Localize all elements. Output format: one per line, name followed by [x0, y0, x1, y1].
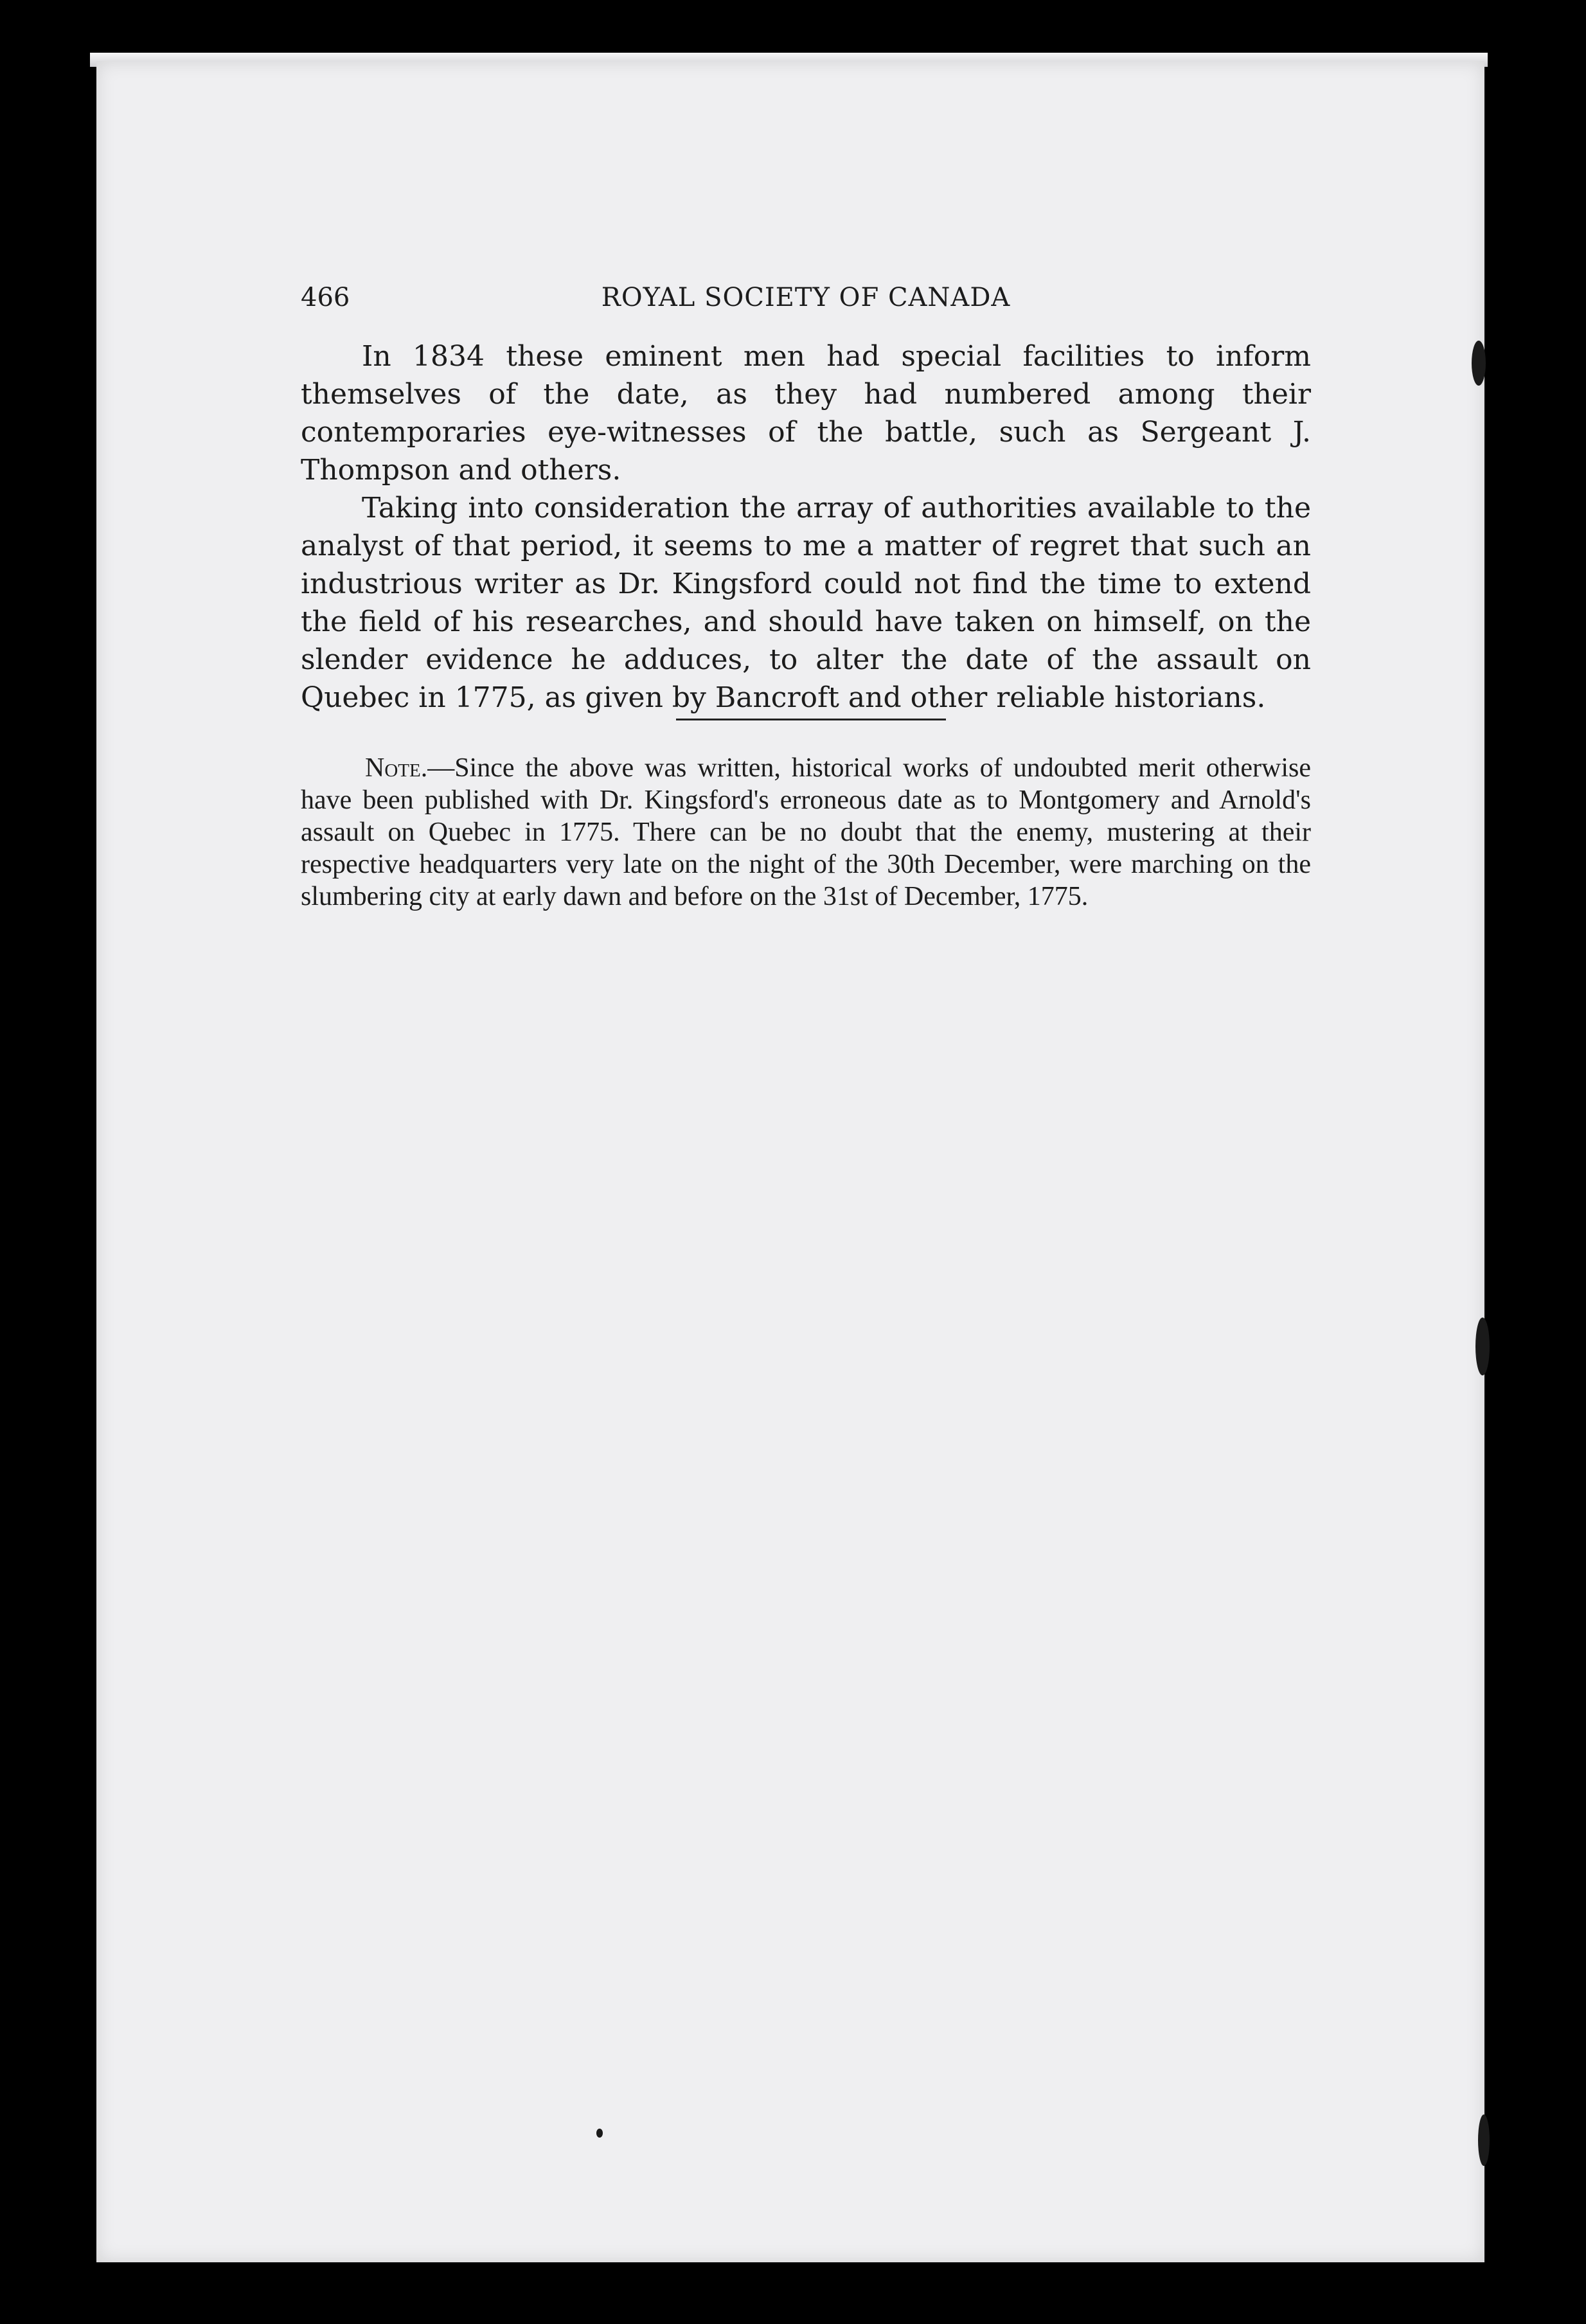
paragraph: Taking into consideration the array of authorities available to the analyst of that period, it seems to me a matter of regret that such an industrious writer as Dr. Kingsford could not find the time to extend the field of his researches, and should have taken on himself, on the slender evidence he adduces, to alter the date of the assault on Quebec in 1775, as given by Bancroft and other reliable historians. [301, 492, 1311, 714]
footnote [301, 752, 1311, 913]
paragraph: In 1834 these eminent men had special facilities to inform themselves of the date, as they had numbered among their contemporaries eye-witnesses of the battle, such as Sergeant J. Thompson and others. [301, 340, 1311, 487]
note-text: —Since the above was written, historical works of undoubted merit otherwise have been published with Dr. Kingsford's erroneous date as to Montgomery and Arnold's assault on Quebec in 1775. There can be no doubt that the enemy, mustering at their respective headquarters very late on the night of the 30th December, were marching on the slumbering city at early dawn and before on the 31st of December, 1775. [301, 753, 1311, 911]
margin-speck [1478, 2114, 1490, 2166]
page-number: 466 [301, 283, 350, 312]
margin-speck [1475, 1318, 1490, 1375]
running-head [301, 283, 1311, 321]
body-text [301, 337, 1311, 717]
margin-speck [1472, 341, 1486, 386]
running-head-title: ROYAL SOCIETY OF CANADA [601, 283, 1011, 312]
section-divider [676, 719, 946, 720]
margin-speck [596, 2129, 603, 2138]
note-label: Note. [365, 753, 428, 783]
